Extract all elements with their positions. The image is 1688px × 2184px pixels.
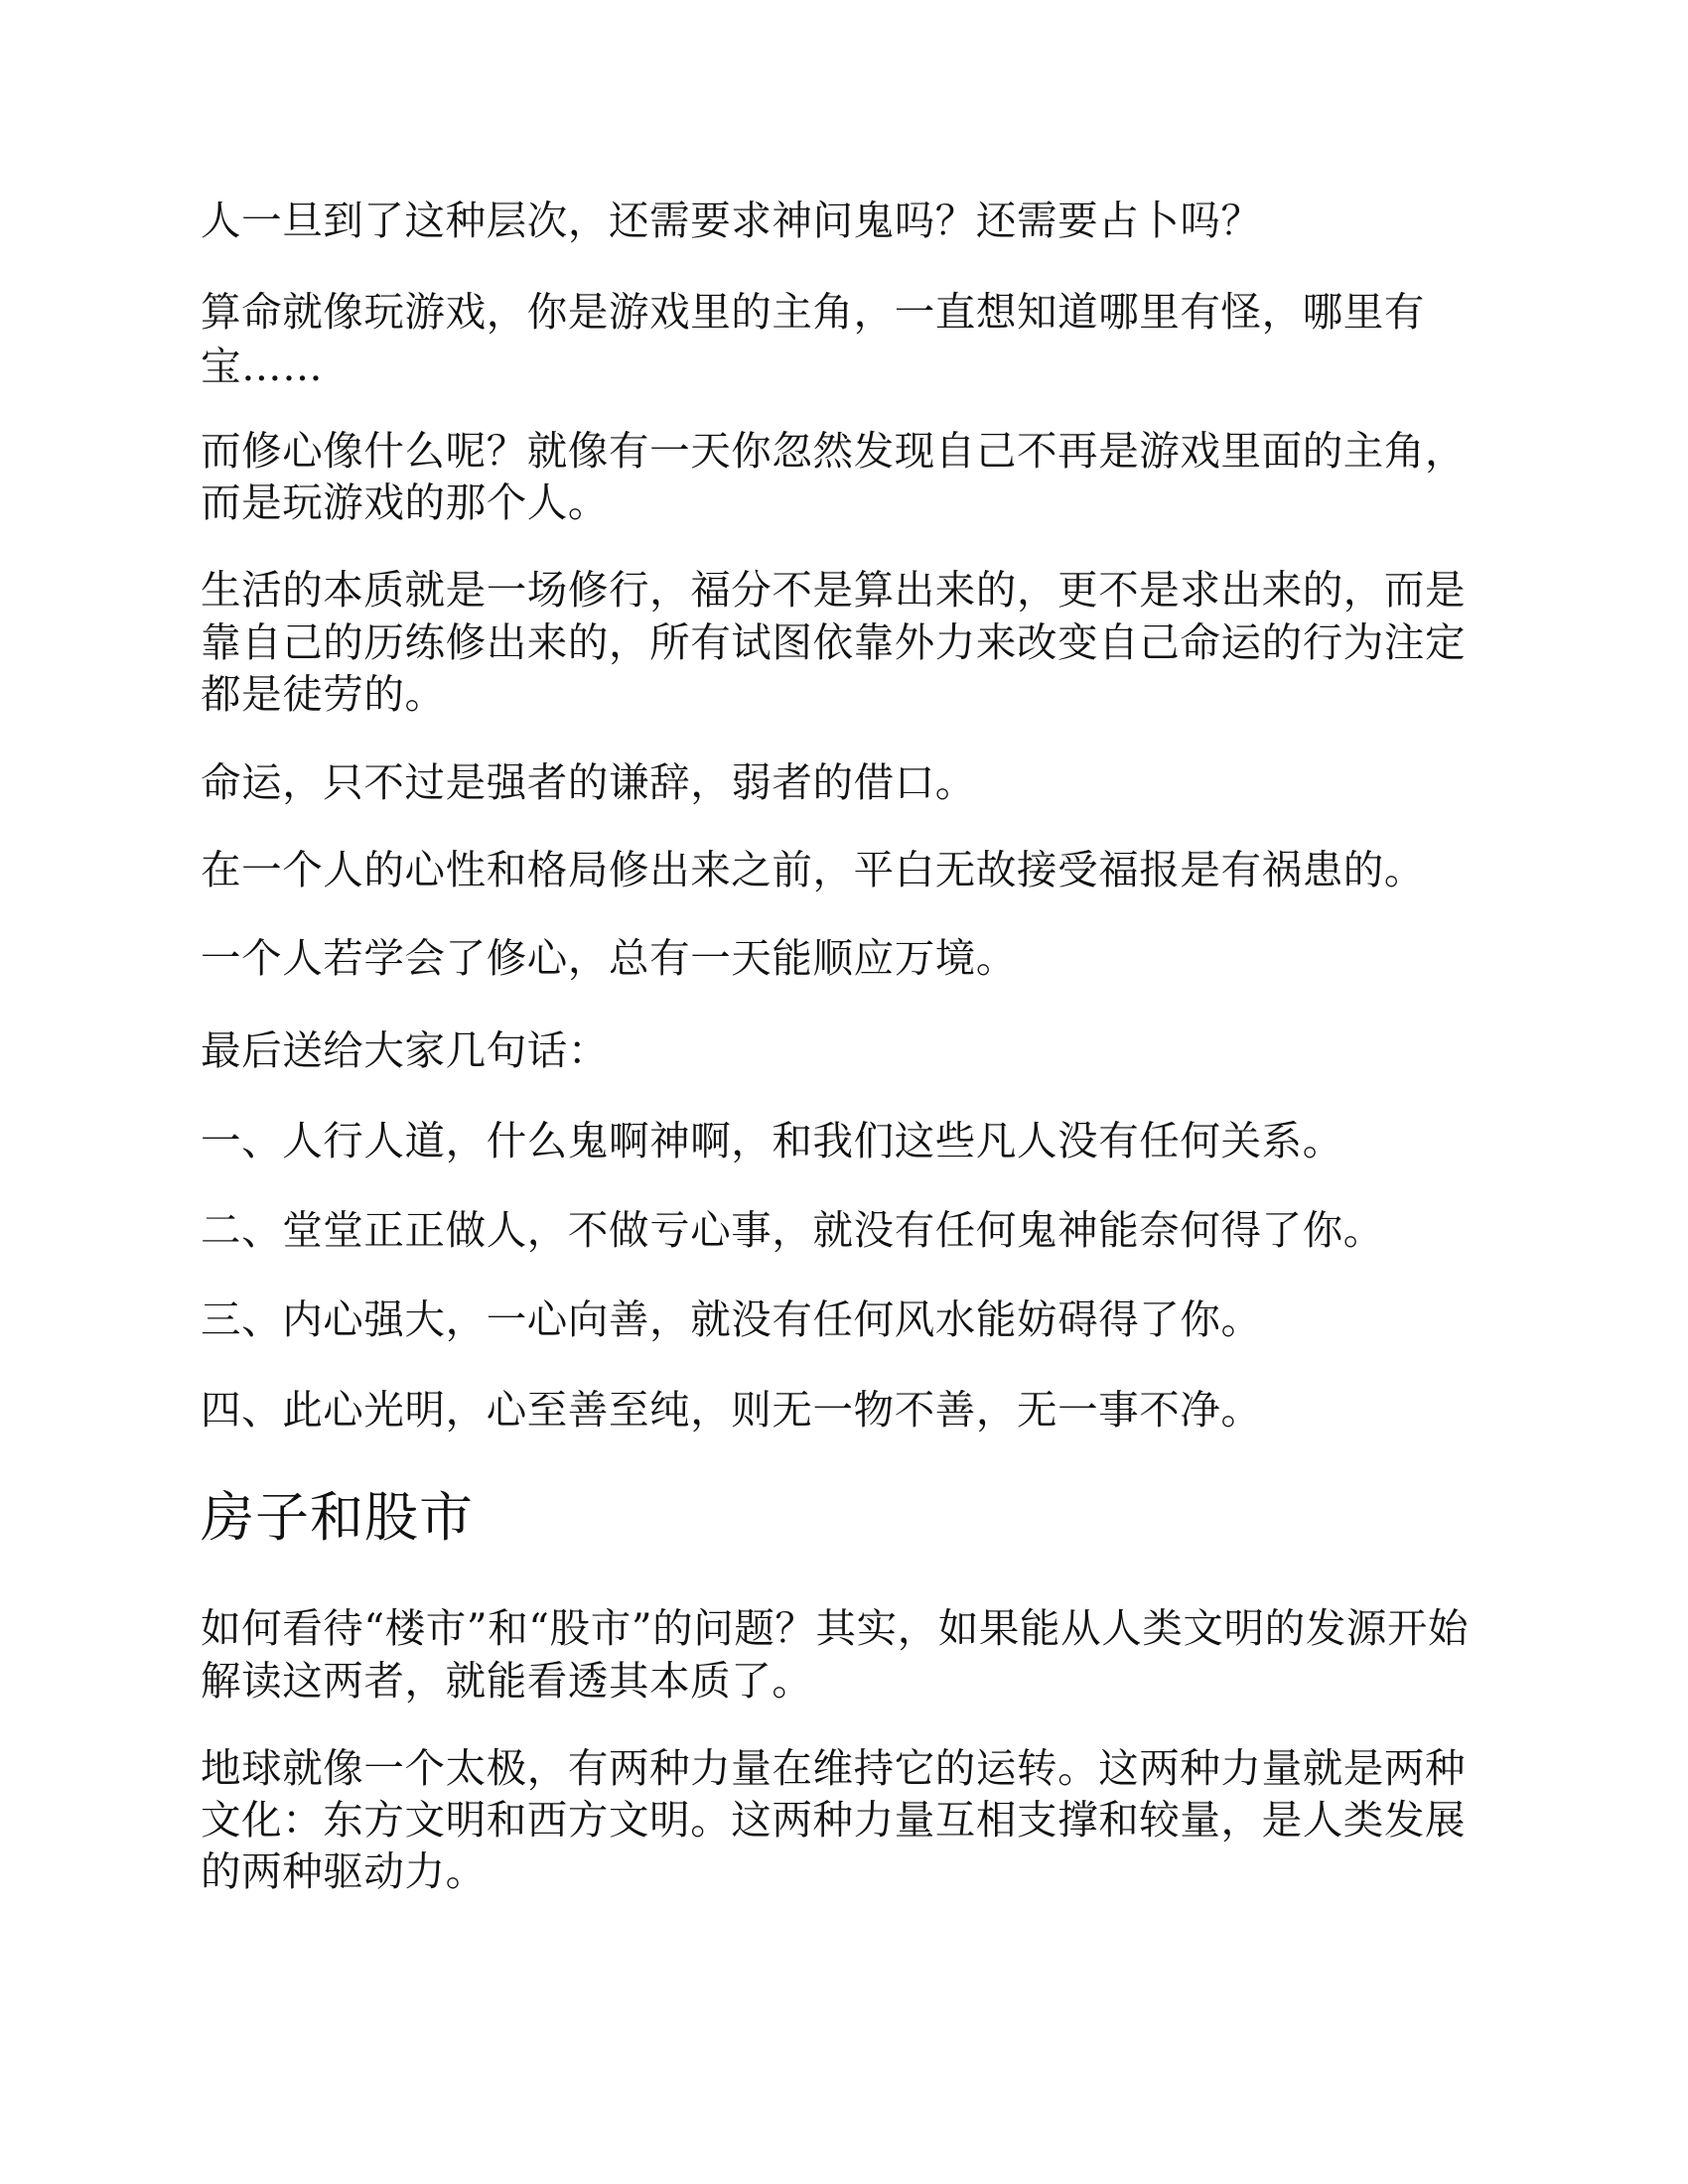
paragraph-line: 地球就像一个太极，有两种力量在维持它的运转。这两种力量就是两种 [201,1744,1467,1792]
paragraph-line: 在一个人的心性和格局修出来之前，平白无故接受福报是有祸患的。 [201,846,1425,893]
paragraph-line: 如何看待“楼市”和“股市”的问题？其实，如果能从人类文明的发源开始 [201,1604,1470,1652]
paragraph-line: 而是玩游戏的那个人。 [201,478,609,526]
list-item: 二、堂堂正正做人，不做亏心事，就没有任何鬼神能奈何得了你。 [201,1206,1384,1254]
section-heading: 房子和股市 [201,1486,474,1549]
paragraph-line: 都是徒劳的。 [201,670,446,718]
paragraph-line: 文化：东方文明和西方文明。这两种力量互相支撑和较量，是人类发展 [201,1796,1467,1843]
list-item: 一、人行人道，什么鬼啊神啊，和我们这些凡人没有任何关系。 [201,1117,1343,1164]
paragraph-line: 的两种驱动力。 [201,1847,487,1895]
paragraph-line: 宝…… [201,342,324,390]
paragraph-line: 靠自己的历练修出来的，所有试图依靠外力来改变自己命运的行为注定 [201,618,1467,666]
paragraph-line: 解读这两者，就能看透其本质了。 [201,1657,813,1705]
list-item: 四、此心光明，心至善至纯，则无一物不善，无一事不净。 [201,1386,1262,1433]
paragraph-line: 算命就像玩游戏，你是游戏里的主角，一直想知道哪里有怪，哪里有 [201,288,1425,336]
paragraph-line: 命运，只不过是强者的谦辞，弱者的借口。 [201,758,976,806]
paragraph-line: 而修心像什么呢？就像有一天你忽然发现自己不再是游戏里面的主角， [201,427,1467,475]
paragraph-line: 人一旦到了这种层次，还需要求神问鬼吗？还需要占卜吗？ [201,197,1262,244]
list-item: 三、内心强大，一心向善，就没有任何风水能妨碍得了你。 [201,1296,1262,1343]
paragraph-line: 生活的本质就是一场修行，福分不是算出来的，更不是求出来的，而是 [201,566,1467,614]
paragraph-line: 一个人若学会了修心，总有一天能顺应万境。 [201,934,1017,982]
paragraph-line: 最后送给大家几句话： [201,1026,609,1074]
